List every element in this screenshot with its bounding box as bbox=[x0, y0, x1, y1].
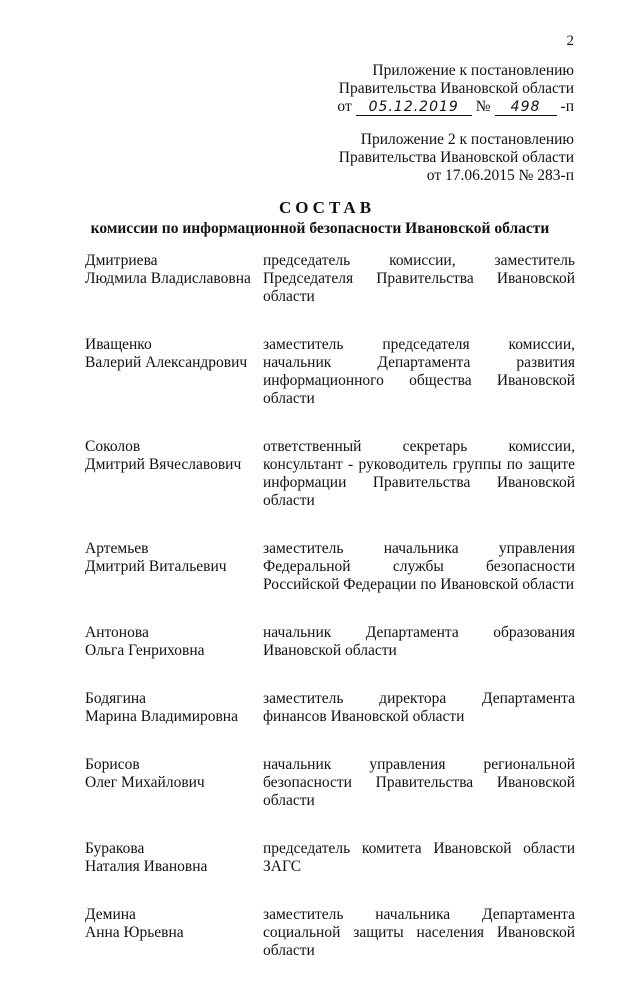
appendix-current-header bbox=[337, 62, 574, 116]
handwritten-date: 05.12.2019 bbox=[356, 99, 472, 116]
page-number: 2 bbox=[566, 33, 574, 49]
member-row bbox=[85, 438, 575, 510]
member-row bbox=[85, 840, 575, 876]
appendix-original-line3: от 17.06.2015 № 283-п bbox=[426, 167, 574, 184]
member-name bbox=[85, 906, 263, 960]
member-position: начальник Департамента образования Ивановской области bbox=[263, 624, 575, 659]
member-given-name: Валерий Александрович bbox=[85, 354, 248, 371]
document-title: СОСТАВ bbox=[278, 198, 376, 217]
member-given-name: Олег Михайлович bbox=[85, 774, 205, 791]
appendix-original-header bbox=[339, 131, 574, 185]
member-surname: Иващенко bbox=[85, 336, 152, 353]
member-name bbox=[85, 252, 263, 306]
decree-reference bbox=[337, 98, 574, 116]
member-position: заместитель председателя комиссии, начальник Департамента развития информационного общества Ивановской области bbox=[263, 336, 575, 407]
handwritten-number: 498 bbox=[495, 99, 557, 116]
member-surname: Артемьев bbox=[85, 540, 149, 557]
member-row bbox=[85, 540, 575, 594]
member-name bbox=[85, 540, 263, 594]
member-given-name: Людмила Владиславовна bbox=[85, 270, 251, 287]
from-label: от bbox=[337, 98, 352, 115]
member-position: заместитель директора Департамента финансов Ивановской области bbox=[263, 690, 575, 725]
member-surname: Антонова bbox=[85, 624, 149, 641]
member-given-name: Марина Владимировна bbox=[85, 708, 238, 725]
member-name bbox=[85, 336, 263, 408]
member-position: ответственный секретарь комиссии, консультант - руководитель группы по защите информации Правительства Ивановской области bbox=[263, 438, 575, 509]
member-position: заместитель начальника управления Федеральной службы безопасности Российской Федерации по Ивановской области bbox=[263, 540, 575, 593]
member-row bbox=[85, 624, 575, 660]
appendix-original-line2: Правительства Ивановской области bbox=[338, 149, 574, 166]
member-given-name: Дмитрий Вячеславович bbox=[85, 456, 242, 473]
member-surname: Дмитриева bbox=[85, 252, 158, 269]
title-block bbox=[0, 198, 640, 238]
member-surname: Соколов bbox=[85, 438, 141, 455]
member-given-name: Анна Юрьевна bbox=[85, 924, 184, 941]
member-name bbox=[85, 690, 263, 726]
member-position: председатель комитета Ивановской области ЗАГС bbox=[263, 840, 575, 875]
member-row bbox=[85, 690, 575, 726]
member-position: председатель комиссии, заместитель Председателя Правительства Ивановской области bbox=[263, 252, 575, 305]
member-surname: Буракова bbox=[85, 840, 145, 857]
appendix-original-line1: Приложение 2 к постановлению bbox=[360, 131, 574, 148]
member-surname: Бодягина bbox=[85, 690, 147, 707]
member-row bbox=[85, 756, 575, 810]
member-row bbox=[85, 252, 575, 306]
member-position: начальник управления региональной безопасности Правительства Ивановской области bbox=[263, 756, 575, 809]
number-sign: № bbox=[475, 98, 491, 115]
number-suffix: -п bbox=[560, 98, 574, 115]
document-subtitle: комиссии по информационной безопасности Ивановской области bbox=[90, 220, 550, 237]
members-list bbox=[85, 252, 575, 990]
appendix-current-line2: Правительства Ивановской области bbox=[338, 80, 574, 97]
member-name bbox=[85, 438, 263, 510]
member-name bbox=[85, 840, 263, 876]
appendix-current-line1: Приложение к постановлению bbox=[372, 62, 574, 79]
member-name bbox=[85, 756, 263, 810]
member-surname: Демина bbox=[85, 906, 136, 923]
member-position: заместитель начальника Департамента социальной защиты населения Ивановской области bbox=[263, 906, 575, 959]
member-row bbox=[85, 906, 575, 960]
member-given-name: Дмитрий Витальевич bbox=[85, 558, 227, 575]
member-row bbox=[85, 336, 575, 408]
member-given-name: Наталия Ивановна bbox=[85, 858, 208, 875]
member-name bbox=[85, 624, 263, 660]
member-given-name: Ольга Генриховна bbox=[85, 642, 205, 659]
member-surname: Борисов bbox=[85, 756, 140, 773]
